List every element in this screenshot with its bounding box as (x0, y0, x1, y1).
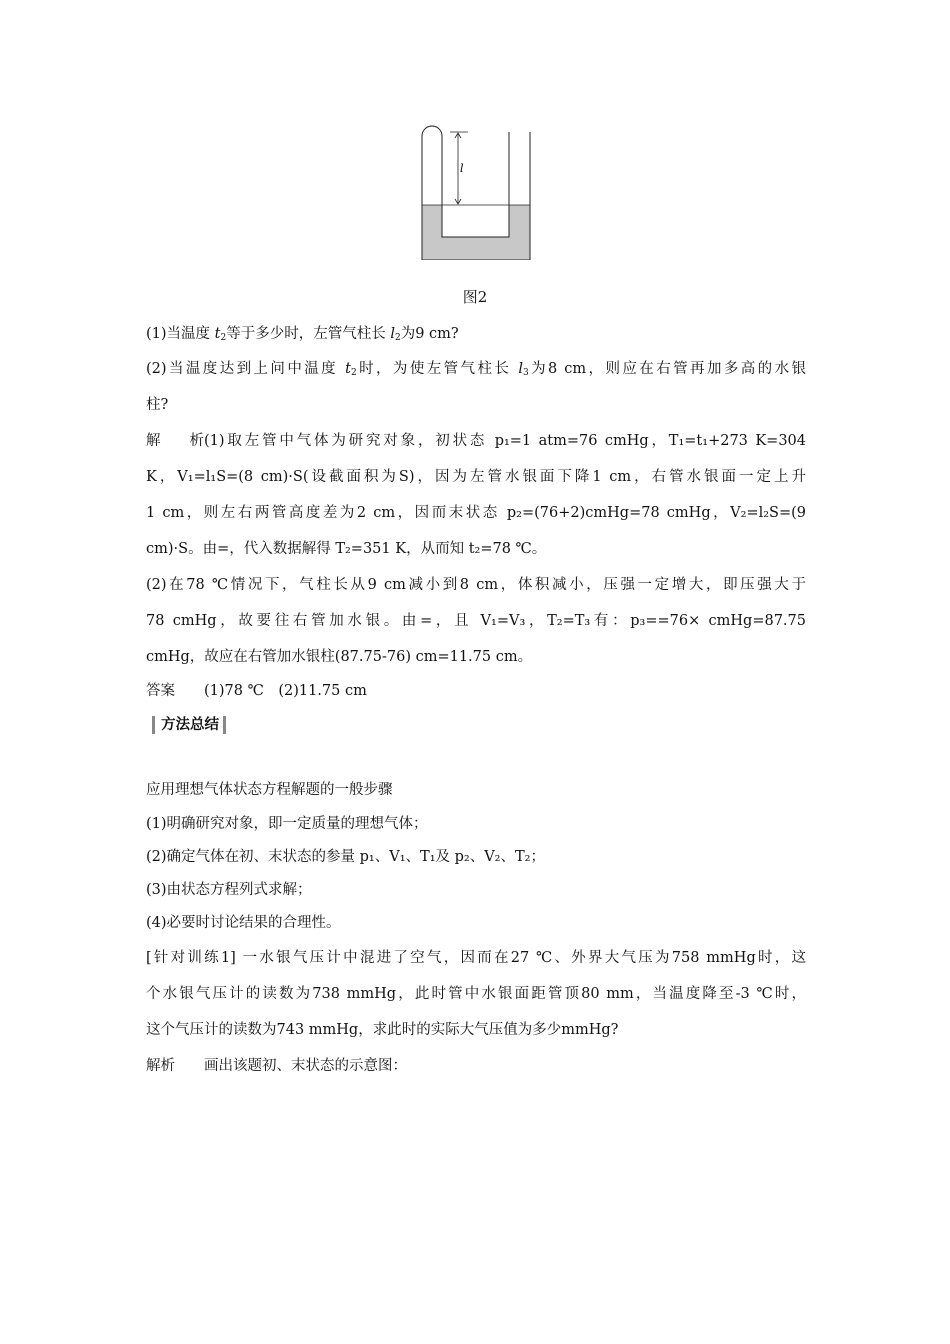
practice-line-3: 这个气压计的读数为743 mmHg，求此时的实际大气压值为多少mmHg? (146, 1022, 619, 1038)
solution-line-6: 78 cmHg，故要往右管加水银。由=，且 V₁=V₃，T₂=T₃有：p₃==76× cmHg=87.75 (146, 613, 806, 629)
practice-line-1: [针对训练1] 一水银气压计中混进了空气，因而在27 ℃、外界大气压为758 mmHg时，这 (146, 950, 806, 966)
method-step-3: (3)由状态方程列式求解； (146, 882, 312, 898)
question-2: (2)当温度达到上问中温度 $t_2$时，为使左管气柱长 $l_3$为8 cm，则应在右管再加多高的水银 (146, 361, 807, 378)
answer-line (146, 675, 806, 708)
heading-bar-right (223, 716, 226, 734)
practice-solution-label: 解析 (146, 1058, 175, 1074)
method-step-2: (2)确定气体在初、末状态的参量 p₁、V₁、T₁及 p₂、V₂、T₂； (146, 849, 545, 865)
document-body (146, 318, 806, 1084)
solution-line-2: K，V₁=l₁S=(8 cm)·S(设截面积为S)，因为左管水银面下降1 cm，右管水银面一定上升 (146, 469, 806, 485)
length-label: l (460, 162, 464, 175)
method-summary-heading: 方法总结 (146, 714, 232, 736)
solution-line-1: 解析(1)取左管中气体为研究对象，初状态 p₁=1 atm=76 cmHg，T₁=t₁+273 K=304 (146, 423, 806, 459)
question-1: (1)当温度 $t_2$等于多少时，左管气柱长 $l_2$为9 cm? (146, 326, 459, 343)
heading-bar-left (152, 716, 155, 734)
solution-line-7: cmHg，故应在右管加水银柱(87.75-76) cm=11.75 cm。 (146, 649, 533, 665)
u-tube-figure (420, 124, 532, 260)
solution-label: 解析 (146, 433, 204, 449)
question-2-cont: 柱? (146, 397, 169, 413)
answer-label: 答案 (146, 683, 175, 699)
solution-line-4: cm)·S。由=，代入数据解得 T₂=351 K，从而知 t₂=78 ℃。 (146, 541, 547, 557)
solution-line-5: (2)在78 ℃情况下，气柱长从9 cm减小到8 cm，体积减小，压强一定增大，即压强大于 (146, 577, 806, 593)
figure-caption: 图2 (462, 288, 488, 306)
solution-line-3: 1 cm，则左右两管高度差为2 cm，因而末状态 p₂=(76+2)cmHg=78 cmHg，V₂=l₂S=(9 (146, 505, 806, 521)
practice-solution: 解析 画出该题初、末状态的示意图： (146, 1048, 806, 1084)
u-tube-diagram (420, 124, 532, 260)
answer-value: (1)78 ℃ (2)11.75 cm (204, 683, 367, 699)
method-step-1: (1)明确研究对象，即一定质量的理想气体； (146, 816, 428, 832)
method-intro: 应用理想气体状态方程解题的一般步骤 (146, 782, 393, 798)
practice-line-2: 个水银气压计的读数为738 mmHg，此时管中水银面距管顶80 mm，当温度降至-3 ℃时， (146, 986, 806, 1002)
method-step-4: (4)必要时讨论结果的合理性。 (146, 915, 341, 931)
mercury-fill (422, 205, 530, 260)
